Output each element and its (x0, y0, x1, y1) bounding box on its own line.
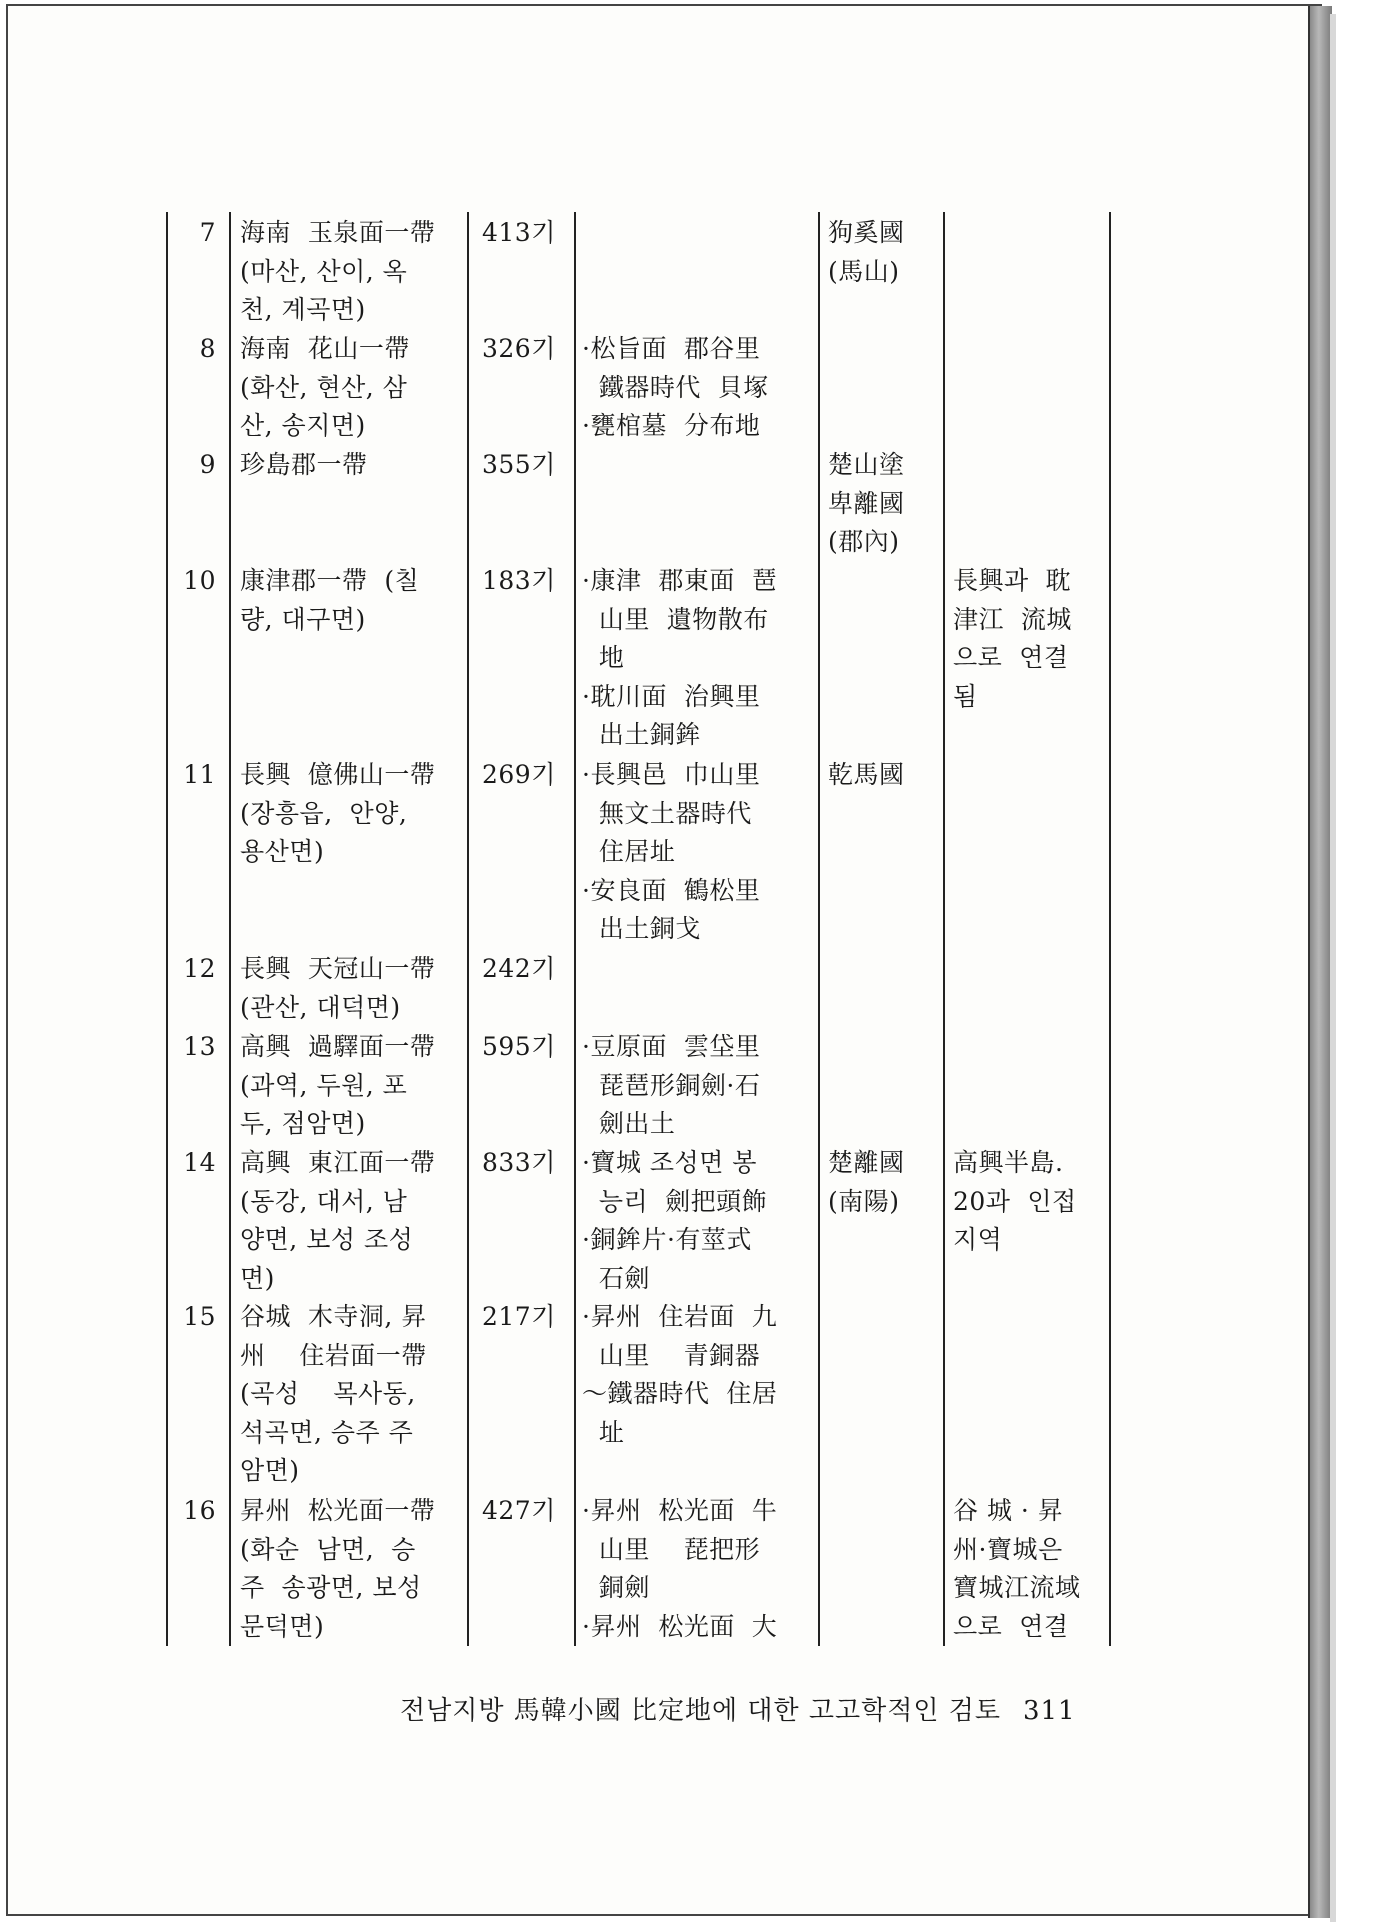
row-count: 355기 (482, 450, 556, 479)
row-number: 12 (183, 954, 216, 983)
row-count: 413기 (482, 218, 556, 247)
row-count: 833기 (482, 1148, 556, 1177)
row-location: 長興 億佛山一帶 (장흥읍, 안양, 용산면) (240, 760, 436, 866)
row-remark: 高興半島. 20과 인접 지역 (953, 1148, 1077, 1254)
row-number: 7 (199, 218, 216, 247)
row-location: 昇州 松光面一帶 (화순 남면, 승 주 송광면, 보성 문덕면) (240, 1496, 436, 1641)
row-number: 9 (199, 450, 216, 479)
row-count: 242기 (482, 954, 556, 983)
row-number: 14 (183, 1148, 216, 1177)
table-rule-count (574, 212, 576, 1646)
row-nation: 狗奚國 (馬山) (828, 218, 905, 286)
row-remark: 長興과 耽 津江 流城 으로 연결 됨 (953, 566, 1072, 711)
row-nation: 楚山塗 卑離國 (郡內) (828, 450, 905, 556)
row-location: 谷城 木寺洞, 昇 州 住岩面一帶 (곡성 목사동, 석곡면, 승주 주 암면) (240, 1302, 427, 1485)
table-rule-left (166, 212, 168, 1646)
running-footer (400, 1690, 1076, 1727)
row-number: 16 (183, 1496, 216, 1525)
row-location: 海南 玉泉面一帶 (마산, 산이, 옥 천, 계곡면) (240, 218, 436, 324)
row-number: 13 (183, 1032, 216, 1061)
row-nation: 乾馬國 (828, 760, 905, 789)
row-number: 10 (183, 566, 216, 595)
page-edge (1308, 6, 1332, 1918)
row-count: 427기 (482, 1496, 556, 1525)
row-relics: ·昇州 住岩面 九 山里 青銅器 ～鐵器時代 住居 址 (582, 1302, 778, 1447)
table-rule-right (1109, 212, 1111, 1646)
row-relics: ·昇州 松光面 牛 山里 琵把形 銅劍 ·昇州 松光面 大 (582, 1496, 778, 1641)
row-nation: 楚離國 (南陽) (828, 1148, 905, 1216)
row-count: 326기 (482, 334, 556, 363)
row-remark: 谷 城 · 昇 州·寶城은 寶城江流域 으로 연결 (953, 1496, 1081, 1641)
row-relics: ·長興邑 巾山里 無文土器時代 住居址 ·安良面 鶴松里 出土銅戈 (582, 760, 761, 943)
row-location: 高興 過驛面一帶 (과역, 두원, 포 두, 점암면) (240, 1032, 436, 1138)
row-count: 217기 (482, 1302, 556, 1331)
page-number: 311 (1022, 1696, 1076, 1726)
table-rule-nation (943, 212, 945, 1646)
table-rule-location (467, 212, 469, 1646)
page-shadow (1330, 14, 1336, 1922)
row-relics: ·松旨面 郡谷里 鐵器時代 貝塚 ·甕棺墓 分布地 (582, 334, 769, 440)
row-count: 269기 (482, 760, 556, 789)
row-count: 595기 (482, 1032, 556, 1061)
row-number: 8 (199, 334, 216, 363)
table-rule-relics (818, 212, 820, 1646)
row-number: 11 (183, 760, 216, 789)
row-relics: ·寶城 조성면 봉 능리 劍把頭飾 ·銅鉾片·有莖式 石劍 (582, 1148, 768, 1293)
row-location: 海南 花山一帶 (화산, 현산, 삼 산, 송지면) (240, 334, 410, 440)
footer-title: 전남지방 馬韓小國 比定地에 대한 고고학적인 검토 (400, 1696, 1001, 1726)
row-location: 長興 天冠山一帶 (관산, 대덕면) (240, 954, 436, 1022)
row-location: 康津郡一帶 (칠 량, 대구면) (240, 566, 420, 634)
table-rule-num (229, 212, 231, 1646)
row-number: 15 (183, 1302, 216, 1331)
row-relics: ·豆原面 雲垈里 琵琶形銅劍·石 劍出土 (582, 1032, 761, 1138)
row-location: 珍島郡一帶 (240, 450, 368, 479)
row-count: 183기 (482, 566, 556, 595)
row-location: 高興 東江面一帶 (동강, 대서, 남 양면, 보성 조성 면) (240, 1148, 436, 1293)
row-relics: ·康津 郡東面 琶 山里 遺物散布 地 ·耽川面 治興里 出土銅鉾 (582, 566, 778, 749)
